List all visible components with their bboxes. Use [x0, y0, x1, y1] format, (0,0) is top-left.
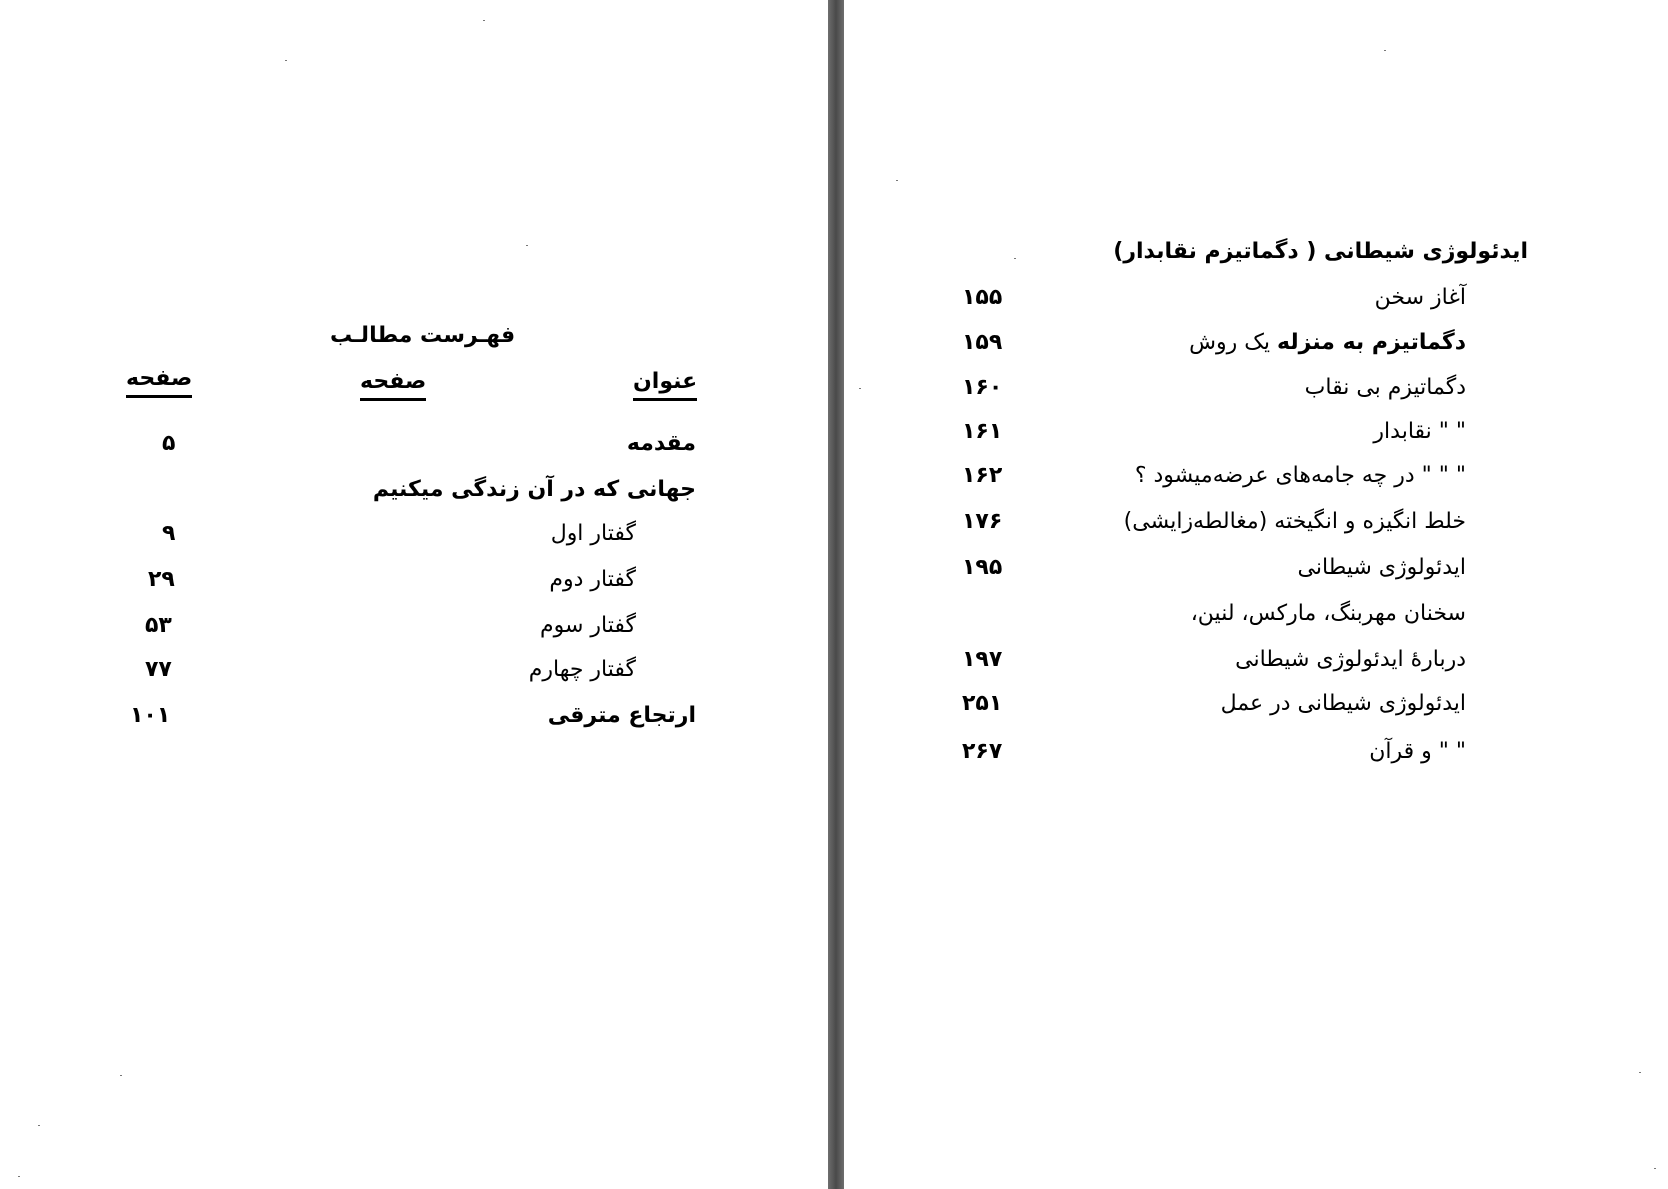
- toc-entry-title: گفتار چهارم: [528, 657, 636, 682]
- toc-entry-title-rest: یک روش: [1189, 330, 1278, 355]
- toc-entry-title: " " " در چه جامه‌های عرضه‌میشود ؟: [1134, 463, 1466, 488]
- toc-entry-page: ۲۹: [148, 567, 175, 592]
- toc-entry-page: ۵: [162, 431, 176, 456]
- toc-entry-title-bold: دگماتیزم به منزله: [1277, 330, 1466, 355]
- scan-speck: [1014, 258, 1016, 259]
- scan-speck: [896, 180, 898, 181]
- header-title-column: عنوان: [633, 368, 697, 401]
- toc-entry-page: ۱۶۲: [962, 463, 1003, 488]
- toc-entry-page: ۱۶۱: [962, 419, 1003, 444]
- toc-entry-title: دگماتیزم بی نقاب: [1304, 375, 1466, 400]
- scan-speck: [1639, 1072, 1641, 1073]
- toc-entry-title: جهانی که در آن زندگی میکنیم: [372, 477, 696, 502]
- toc-entry-title: سخنان مهربنگ، مارکس، لنین،: [1190, 601, 1466, 626]
- toc-entry-page: ۷۷: [145, 657, 172, 682]
- toc-entry-title: [1189, 329, 1466, 357]
- scan-speck: [483, 20, 485, 21]
- scan-speck: [1654, 1168, 1656, 1169]
- toc-entry-page: ۲۵۱: [962, 691, 1003, 716]
- header-page-column-right: صفحه: [126, 365, 192, 398]
- section-heading: ایدئولوژی شیطانی ( دگماتیزم نقابدار): [1113, 239, 1528, 264]
- scan-speck: [285, 60, 287, 61]
- book-spine: [828, 0, 844, 1189]
- toc-entry-title: ارتجاع مترقی: [547, 703, 696, 728]
- toc-entry-title: آغاز سخن: [1374, 285, 1466, 310]
- right-page: [844, 0, 1668, 1189]
- toc-entry-page: ۱۵۹: [962, 330, 1003, 355]
- scan-speck: [1384, 50, 1386, 51]
- toc-entry-title: " " و قرآن: [1369, 739, 1466, 764]
- toc-entry-title: " " نقابدار: [1373, 419, 1466, 444]
- scan-speck: [18, 1176, 20, 1177]
- toc-entry-title: ایدئولوژی شیطانی: [1297, 555, 1466, 580]
- toc-entry-page: ۱۵۵: [962, 285, 1003, 310]
- toc-entry-page: ۱۷۶: [962, 509, 1003, 534]
- header-page-column-middle: صفحه: [360, 368, 426, 401]
- toc-entry-title: مقدمه: [626, 431, 696, 456]
- left-page: [0, 0, 828, 1189]
- scan-speck: [38, 1125, 40, 1126]
- toc-entry-title: خلط انگیزه و انگیخته (مغالطه‌زایشی): [1123, 509, 1466, 534]
- toc-entry-page: ۱۹۷: [962, 647, 1003, 672]
- toc-entry-page: ۱۹۵: [962, 555, 1003, 580]
- toc-entry-title: ایدئولوژی شیطانی در عمل: [1220, 691, 1466, 716]
- toc-title: فهـرست مطالـب: [330, 323, 516, 348]
- toc-entry-title: دربارهٔ ایدئولوژی شیطانی: [1235, 647, 1466, 672]
- scan-speck: [120, 1075, 122, 1076]
- toc-entry-title: گفتار دوم: [549, 567, 636, 592]
- toc-entry-page: ۵۳: [145, 613, 172, 638]
- toc-entry-page: ۱۰۱: [130, 703, 171, 728]
- toc-entry-page: ۹: [162, 521, 176, 546]
- scan-speck: [526, 245, 528, 246]
- toc-entry-title: گفتار سوم: [540, 613, 636, 638]
- toc-entry-page: ۲۶۷: [962, 739, 1003, 764]
- scan-speck: [859, 388, 861, 389]
- toc-entry-title: گفتار اول: [550, 521, 636, 546]
- toc-entry-page: ۱۶۰: [962, 375, 1003, 400]
